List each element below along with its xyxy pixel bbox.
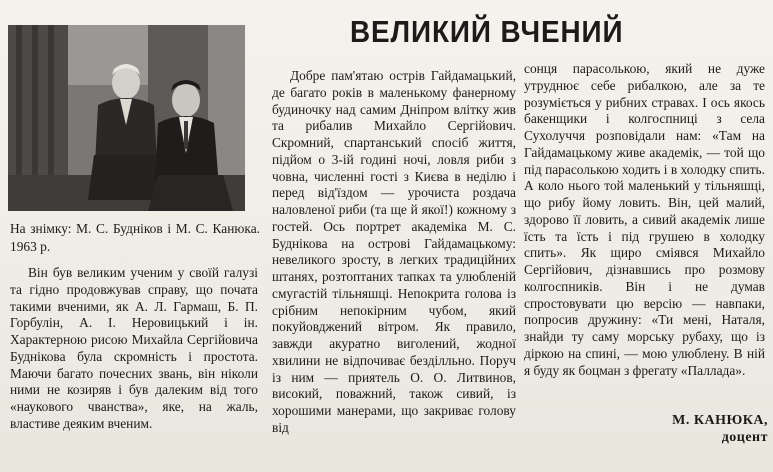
paragraph-left: Він був великим ученим у своїй галузі та гідно продовжував справу, що почата такими вченими, як А. Л. Гармаш, Б. П. Горбулін, А. І. Неровицький і ін. Характерною рисою Михайла Сергійовича Буднікова була скромність і простота. Маючи багато почесних звань, він ніколи ними не козиряв і був далеким від того «наукового чванства», яке, на жаль, властиве деяким вченим.	[10, 265, 258, 431]
author-title: доцент	[721, 430, 768, 445]
paragraph-right: сонця парасолькою, який не дуже утруднює себе рибалкою, але за те розуміється у рибних стравах. І ось якось бакенщики і колгоспниці з села Сухолуччя розповідали нам: «Там на Гайдамацькому живе академік, — той що під парасолькою ходить і в холодку спить. А коло нього той маленький у тільняшці, що рибу йому ловить. Він, цей малий, здорово її ловить, а сивий академік лише їсть та їсть і під грушею в холодку спить». Як щиро сміявся Михайло Сергійович, дізнавшись про розмову колгоспників. Він і не думав спростовувати цю версію — навпаки, попросив дружину: «Ти мені, Наталя, знайди ту саму морську рубаху, що із діркою на спині, — мою улюблену. В ній я буду як боцман з фрегату «Паллада».	[524, 61, 765, 378]
paragraph-middle: Добре пам'ятаю острів Гайдамацький, де багато років в маленькому фанерному будиночку над самим Дніпром влітку жив та рибалив Михайло Сергійович. Скромний, спартанський спосіб життя, підйом о 3-ій годині ночі, ловля риби з човна, численні гості з Києва в неділю і перед від'їздом — урочиста роздача наловленої риби (та ще й якої!) кожному з гостей. Ось портрет академіка М. С. Буднікова на острові Гайдамацькому: невеликого зросту, в легких традиційних штанях, розтоптаних тапках та улюбленій смугастій тільняшці. Непокрита голова із срібним непокірним чубом, який покуйовджений вітром. Як правило, завжди акуратно виголений, жодної хвилини не відпочиває безділльно. Поруч із ним — приятель О. О. Литвинов, високий, поважний, також сивий, із хорошими манерами, що закриває голову від	[272, 68, 516, 435]
article-title: ВЕЛИКИЙ ВЧЕНИЙ	[350, 14, 624, 49]
author-name: М. КАНЮКА,	[672, 413, 768, 428]
text-column-right	[524, 61, 765, 379]
author-signature	[648, 412, 768, 446]
photo-two-men	[8, 25, 245, 211]
text-column-middle	[272, 68, 516, 437]
photo-caption: На знімку: М. С. Будніков і М. С. Канюка. 1963 р.	[10, 221, 260, 254]
text-column-left	[10, 265, 258, 433]
